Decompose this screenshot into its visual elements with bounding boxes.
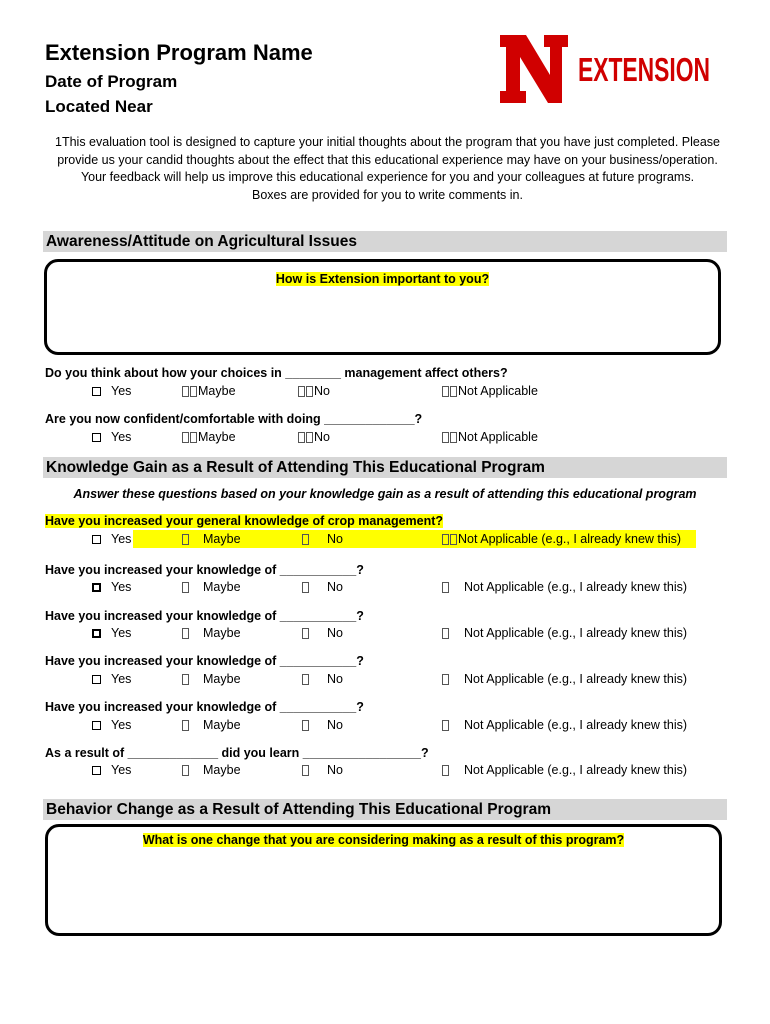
- glyph-icon: [190, 386, 197, 397]
- glyph-icon: [182, 765, 189, 776]
- checkbox-icon[interactable]: [92, 535, 101, 544]
- glyph-icon: [298, 386, 305, 397]
- option-maybe[interactable]: Maybe: [182, 532, 241, 546]
- intro-paragraph: 1This evaluation tool is designed to capture your initial thoughts about the program that you have just completed. Please provide us your candid thoughts about the effect that this educational experience may have on your business/operation. Your feedback will help us improve this educational experience for you and your colleagues at future programs.: [55, 135, 720, 185]
- glyph-icon: [182, 534, 189, 545]
- glyph-icon: [302, 674, 309, 685]
- section-awareness-title: Awareness/Attitude on Agricultural Issues: [43, 231, 727, 252]
- option-not-applicable[interactable]: Not Applicable: [442, 384, 538, 398]
- program-name: Extension Program Name: [45, 40, 313, 65]
- glyph-icon: [182, 386, 189, 397]
- glyph-icon: [182, 628, 189, 639]
- option-yes[interactable]: Yes: [92, 580, 131, 594]
- option-not-applicable[interactable]: Not Applicable (e.g., I already knew this): [442, 580, 687, 594]
- option-no[interactable]: No: [302, 763, 343, 777]
- comment-box-extension-importance[interactable]: [44, 259, 721, 355]
- glyph-icon: [302, 765, 309, 776]
- option-not-applicable[interactable]: Not Applicable (e.g., I already knew this): [442, 763, 687, 777]
- glyph-icon: [442, 765, 449, 776]
- section-knowledge-instructions: Answer these questions based on your knowledge gain as a result of attending this educational program: [73, 487, 697, 501]
- question-knowledge-1: Have you increased your knowledge of ___________?: [45, 563, 364, 577]
- glyph-icon: [302, 720, 309, 731]
- glyph-icon: [442, 720, 449, 731]
- glyph-icon: [302, 628, 309, 639]
- option-no[interactable]: No: [302, 672, 343, 686]
- option-no[interactable]: No: [302, 532, 343, 546]
- checkbox-icon[interactable]: [92, 629, 101, 638]
- glyph-icon: [442, 674, 449, 685]
- box-prompt-extension: How is Extension important to you?: [275, 272, 490, 286]
- option-no[interactable]: No: [302, 626, 343, 640]
- option-yes[interactable]: Yes: [92, 430, 131, 444]
- question-crop-management: Have you increased your general knowledge of crop management?: [45, 514, 444, 528]
- intro-note: Boxes are provided for you to write comments in.: [252, 187, 523, 202]
- option-not-applicable[interactable]: Not Applicable (e.g., I already knew this): [442, 532, 681, 546]
- checkbox-icon[interactable]: [92, 675, 101, 684]
- glyph-icon: [298, 432, 305, 443]
- option-maybe[interactable]: Maybe: [182, 430, 236, 444]
- option-yes[interactable]: Yes: [92, 763, 131, 777]
- option-maybe[interactable]: Maybe: [182, 384, 236, 398]
- question-knowledge-4: Have you increased your knowledge of ___________?: [45, 700, 364, 714]
- glyph-icon: [442, 628, 449, 639]
- glyph-icon: [442, 386, 449, 397]
- question-choices-affect-others: Do you think about how your choices in ________ management affect others?: [45, 366, 508, 380]
- option-yes[interactable]: Yes: [92, 718, 131, 732]
- glyph-icon: [182, 674, 189, 685]
- option-yes[interactable]: Yes: [92, 532, 131, 546]
- nebraska-n-logo-icon: [498, 33, 713, 105]
- extension-logo: [498, 33, 713, 105]
- glyph-icon: [450, 386, 457, 397]
- question-knowledge-3: Have you increased your knowledge of ___________?: [45, 654, 364, 668]
- glyph-icon: [306, 432, 313, 443]
- program-location: Located Near: [45, 97, 153, 116]
- option-yes[interactable]: Yes: [92, 384, 131, 398]
- glyph-icon: [442, 432, 449, 443]
- glyph-icon: [450, 432, 457, 443]
- option-not-applicable[interactable]: Not Applicable: [442, 430, 538, 444]
- glyph-icon: [182, 582, 189, 593]
- section-knowledge-title: Knowledge Gain as a Result of Attending This Educational Program: [43, 457, 727, 478]
- glyph-icon: [306, 386, 313, 397]
- checkbox-icon[interactable]: [92, 433, 101, 442]
- intro-text: [55, 134, 720, 204]
- option-maybe[interactable]: Maybe: [182, 626, 241, 640]
- option-maybe[interactable]: Maybe: [182, 718, 241, 732]
- section-behavior-title: Behavior Change as a Result of Attending This Educational Program: [43, 799, 727, 820]
- glyph-icon: [450, 534, 457, 545]
- glyph-icon: [190, 432, 197, 443]
- question-knowledge-2: Have you increased your knowledge of ___________?: [45, 609, 364, 623]
- checkbox-icon[interactable]: [92, 766, 101, 775]
- option-not-applicable[interactable]: Not Applicable (e.g., I already knew this): [442, 718, 687, 732]
- option-maybe[interactable]: Maybe: [182, 672, 241, 686]
- question-confident-doing: Are you now confident/comfortable with doing _____________?: [45, 412, 423, 426]
- glyph-icon: [442, 534, 449, 545]
- program-date: Date of Program: [45, 72, 178, 91]
- glyph-icon: [442, 582, 449, 593]
- glyph-icon: [182, 720, 189, 731]
- option-no[interactable]: No: [302, 580, 343, 594]
- option-maybe[interactable]: Maybe: [182, 763, 241, 777]
- glyph-icon: [302, 582, 309, 593]
- checkbox-icon[interactable]: [92, 721, 101, 730]
- option-yes[interactable]: Yes: [92, 626, 131, 640]
- option-not-applicable[interactable]: Not Applicable (e.g., I already knew this): [442, 626, 687, 640]
- option-no[interactable]: No: [302, 718, 343, 732]
- logo-text: EXTENSION: [578, 51, 710, 88]
- option-no[interactable]: No: [298, 384, 330, 398]
- option-not-applicable[interactable]: Not Applicable (e.g., I already knew this): [442, 672, 687, 686]
- option-yes[interactable]: Yes: [92, 672, 131, 686]
- glyph-icon: [182, 432, 189, 443]
- checkbox-icon[interactable]: [92, 583, 101, 592]
- question-as-a-result: As a result of _____________ did you learn _________________?: [45, 746, 429, 760]
- comment-box-behavior-change[interactable]: [45, 824, 722, 936]
- checkbox-icon[interactable]: [92, 387, 101, 396]
- option-no[interactable]: No: [298, 430, 330, 444]
- glyph-icon: [302, 534, 309, 545]
- option-maybe[interactable]: Maybe: [182, 580, 241, 594]
- box-prompt-behavior: What is one change that you are considering making as a result of this program?: [142, 833, 625, 847]
